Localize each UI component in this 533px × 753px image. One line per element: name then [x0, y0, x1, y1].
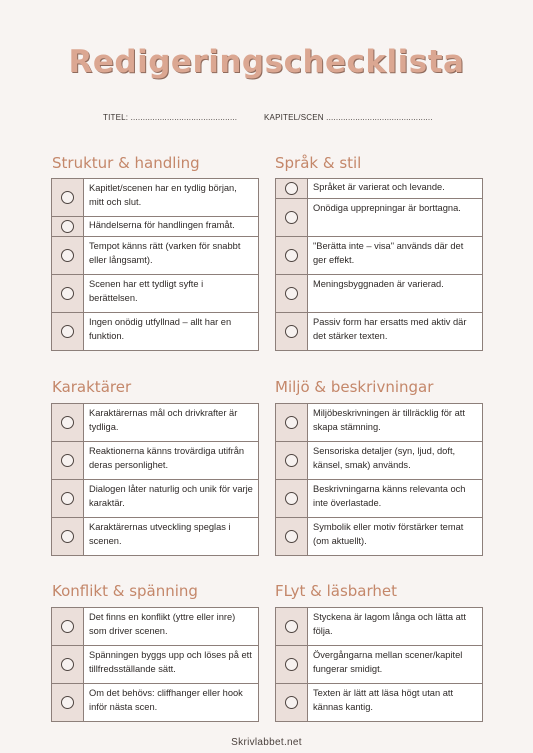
checklist-row	[52, 237, 258, 275]
checklist-item-text: Passiv form har ersatts med aktiv där det stärker texten.	[313, 317, 467, 341]
checkbox-circle[interactable]	[61, 287, 74, 300]
checklist-flyt	[275, 607, 483, 722]
checklist-row	[276, 275, 482, 313]
checklist-row	[276, 179, 482, 199]
section-heading-miljo: Miljö & beskrivningar	[275, 378, 434, 396]
section-heading-konflikt: Konflikt & spänning	[52, 582, 198, 600]
title-field[interactable]: TITEL: ............................................	[103, 113, 238, 122]
checklist-item-text: Det finns en konflikt (yttre eller inre) som driver scenen.	[89, 612, 236, 636]
checklist-row	[52, 313, 258, 351]
checkbox-circle[interactable]	[285, 325, 298, 338]
section-heading-sprak: Språk & stil	[275, 154, 362, 172]
checkbox-circle[interactable]	[61, 454, 74, 467]
checklist-row	[52, 275, 258, 313]
checklist-konflikt	[51, 607, 259, 722]
checklist-item-text: Styckena är lagom långa och lätta att följa.	[313, 612, 466, 636]
section-heading-karaktarer: Karaktärer	[52, 378, 132, 396]
checkbox-circle[interactable]	[61, 530, 74, 543]
checklist-item-text: Sensoriska detaljer (syn, ljud, doft, känsel, smak) används.	[313, 446, 456, 470]
checklist-item-text: Onödiga upprepningar är borttagna.	[313, 203, 461, 213]
checklist-row	[52, 442, 258, 480]
checkbox-circle[interactable]	[61, 249, 74, 262]
checklist-row	[52, 608, 258, 646]
checklist-item-text: Språket är varierat och levande.	[313, 182, 445, 192]
checklist-row	[276, 442, 482, 480]
checkbox-circle[interactable]	[285, 182, 298, 195]
checklist-row	[52, 518, 258, 556]
checklist-item-text: Övergångarna mellan scener/kapitel fungerar smidigt.	[313, 650, 463, 674]
checkbox-circle[interactable]	[61, 416, 74, 429]
checklist-item-text: Ingen onödig utfyllnad – allt har en funktion.	[89, 317, 232, 341]
checklist-row	[276, 608, 482, 646]
checklist-sprak	[275, 178, 483, 351]
checkbox-circle[interactable]	[61, 492, 74, 505]
checklist-item-text: Karaktärernas mål och drivkrafter är tydliga.	[89, 408, 238, 432]
checklist-item-text: Händelserna för handlingen framåt.	[89, 220, 235, 230]
checklist-row	[276, 684, 482, 722]
checklist-row	[276, 313, 482, 351]
chapter-field[interactable]: KAPITEL/SCEN ............................................	[264, 113, 433, 122]
checkbox-circle[interactable]	[285, 249, 298, 262]
checkbox-circle[interactable]	[285, 454, 298, 467]
checklist-item-text: Kapitlet/scenen har en tydlig början, mitt och slut.	[89, 183, 237, 207]
checklist-item-text: Scenen har ett tydligt syfte i berättelsen.	[89, 279, 204, 303]
checklist-row	[276, 199, 482, 237]
checkbox-circle[interactable]	[285, 211, 298, 224]
page-title: Redigeringschecklista	[68, 44, 465, 80]
checklist-item-text: Meningsbyggnaden är varierad.	[313, 279, 444, 289]
checkbox-circle[interactable]	[285, 287, 298, 300]
checklist-row	[276, 237, 482, 275]
checklist-item-text: Tempot känns rätt (varken för snabbt eller långsamt).	[89, 241, 241, 265]
checkbox-circle[interactable]	[285, 492, 298, 505]
checkbox-circle[interactable]	[61, 220, 74, 233]
checkbox-circle[interactable]	[285, 696, 298, 709]
checklist-row	[276, 480, 482, 518]
checklist-row	[276, 646, 482, 684]
section-heading-struktur: Struktur & handling	[52, 154, 200, 172]
checklist-item-text: Karaktärernas utveckling speglas i scenen.	[89, 522, 231, 546]
checkbox-circle[interactable]	[61, 191, 74, 204]
checklist-row	[52, 646, 258, 684]
checklist-row	[52, 480, 258, 518]
checklist-item-text: "Berätta inte – visa" används där det ger effekt.	[313, 241, 464, 265]
checklist-row	[276, 404, 482, 442]
checkbox-circle[interactable]	[61, 620, 74, 633]
checklist-item-text: Miljöbeskrivningen är tillräcklig för att skapa stämning.	[313, 408, 465, 432]
checklist-row	[52, 684, 258, 722]
footer-site-name: Skrivlabbet.net	[231, 737, 302, 748]
checkbox-circle[interactable]	[61, 658, 74, 671]
section-heading-flyt: FLyt & läsbarhet	[275, 582, 398, 600]
checkbox-circle[interactable]	[61, 696, 74, 709]
checklist-row	[52, 217, 258, 237]
checklist-item-text: Beskrivningarna känns relevanta och inte överlastade.	[313, 484, 466, 508]
checkbox-circle[interactable]	[285, 416, 298, 429]
checklist-item-text: Reaktionerna känns trovärdiga utifrån deras personlighet.	[89, 446, 245, 470]
checkbox-circle[interactable]	[285, 658, 298, 671]
checklist-item-text: Symbolik eller motiv förstärker temat (om aktuellt).	[313, 522, 464, 546]
checklist-item-text: Texten är lätt att läsa högt utan att kännas kantig.	[313, 688, 454, 712]
checklist-item-text: Dialogen låter naturlig och unik för varje karaktär.	[89, 484, 253, 508]
checklist-row	[52, 404, 258, 442]
checkbox-circle[interactable]	[285, 530, 298, 543]
checklist-row	[52, 179, 258, 217]
checklist-miljo	[275, 403, 483, 556]
checklist-struktur	[51, 178, 259, 351]
checkbox-circle[interactable]	[285, 620, 298, 633]
checklist-karaktarer	[51, 403, 259, 556]
checklist-item-text: Spänningen byggs upp och löses på ett tillfredsställande sätt.	[89, 650, 252, 674]
checkbox-circle[interactable]	[61, 325, 74, 338]
checklist-item-text: Om det behövs: cliffhanger eller hook inför nästa scen.	[89, 688, 243, 712]
checklist-row	[276, 518, 482, 556]
